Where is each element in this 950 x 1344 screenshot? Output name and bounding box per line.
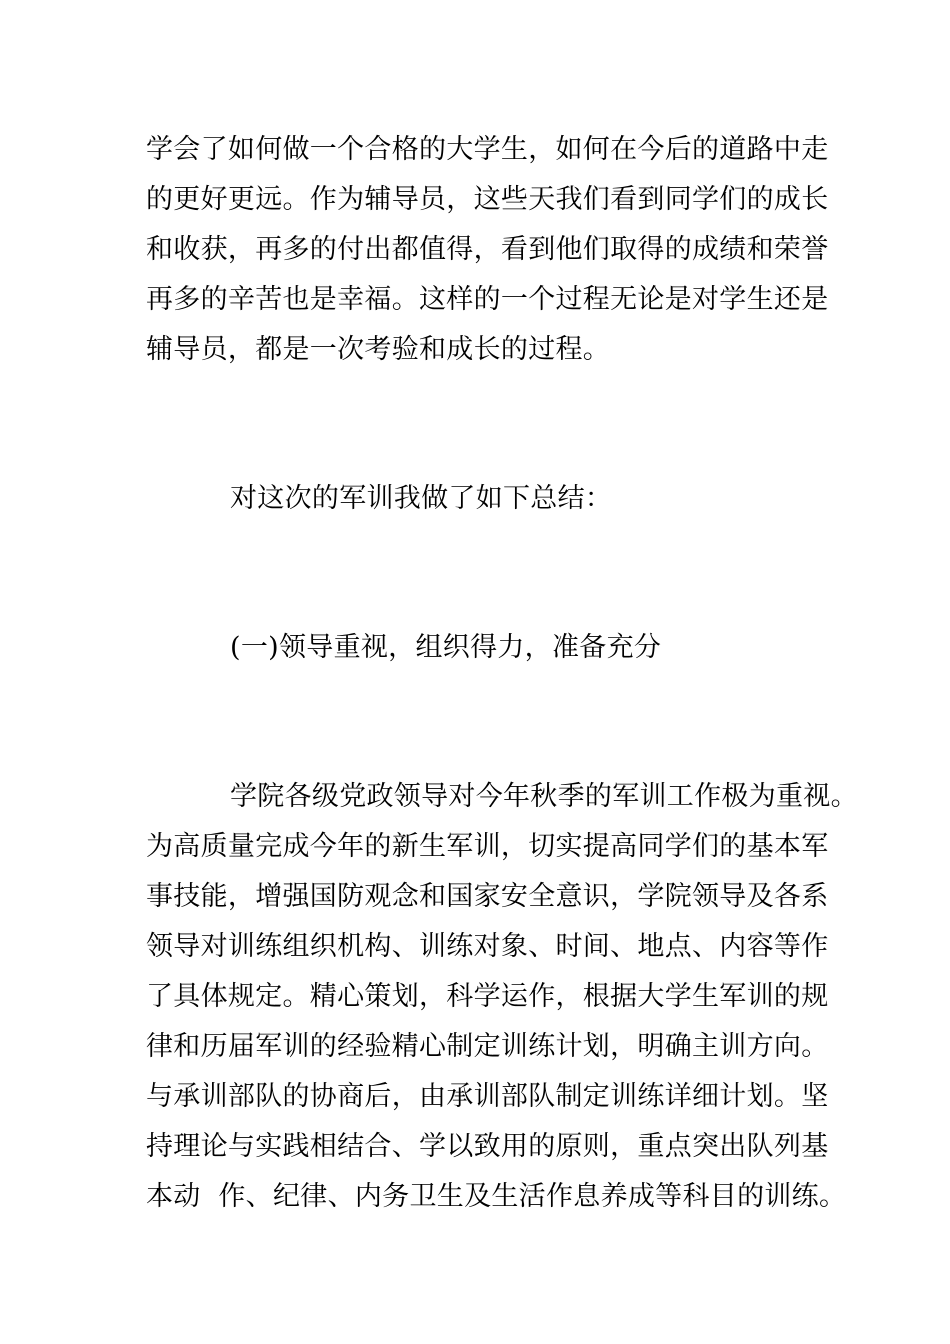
paragraph-1-line-4: 再多的辛苦也是幸福。这样的一个过程无论是对学生还是 [146, 284, 829, 315]
paragraph-1-line-1: 学会了如何做一个合格的大学生，如何在今后的道路中走 [146, 134, 829, 165]
paragraph-2-line-9: 本动 作、纪律、内务卫生及生活作息养成等科目的训练。 [146, 1181, 847, 1212]
paragraph-2-line-1: 学院各级党政领导对今年秋季的军训工作极为重视。 [230, 781, 858, 812]
paragraph-1-line-2: 的更好更远。作为辅导员，这些天我们看到同学们的成长 [146, 184, 829, 215]
paragraph-1-line-5: 辅导员，都是一次考验和成长的过程。 [146, 334, 611, 365]
paragraph-2-line-5: 了具体规定。精心策划，科学运作，根据大学生军训的规 [146, 981, 829, 1012]
section-heading: (一)领导重视，组织得力，准备充分 [230, 632, 662, 663]
paragraph-2-line-6: 律和历届军训的经验精心制定训练计划，明确主训方向。 [146, 1031, 829, 1062]
paragraph-2-line-8: 持理论与实践相结合、学以致用的原则，重点突出队列基 [146, 1131, 829, 1162]
paragraph-1-line-3: 和收获，再多的付出都值得，看到他们取得的成绩和荣誉 [146, 234, 829, 265]
paragraph-2-line-4: 领导对训练组织机构、训练对象、时间、地点、内容等作 [146, 931, 829, 962]
paragraph-2-line-7: 与承训部队的协商后，由承训部队制定训练详细计划。坚 [146, 1081, 829, 1112]
paragraph-2-line-3: 事技能，增强国防观念和国家安全意识，学院领导及各系 [146, 881, 829, 912]
summary-intro: 对这次的军训我做了如下总结： [230, 483, 613, 514]
paragraph-2-line-2: 为高质量完成今年的新生军训，切实提高同学们的基本军 [146, 831, 829, 862]
